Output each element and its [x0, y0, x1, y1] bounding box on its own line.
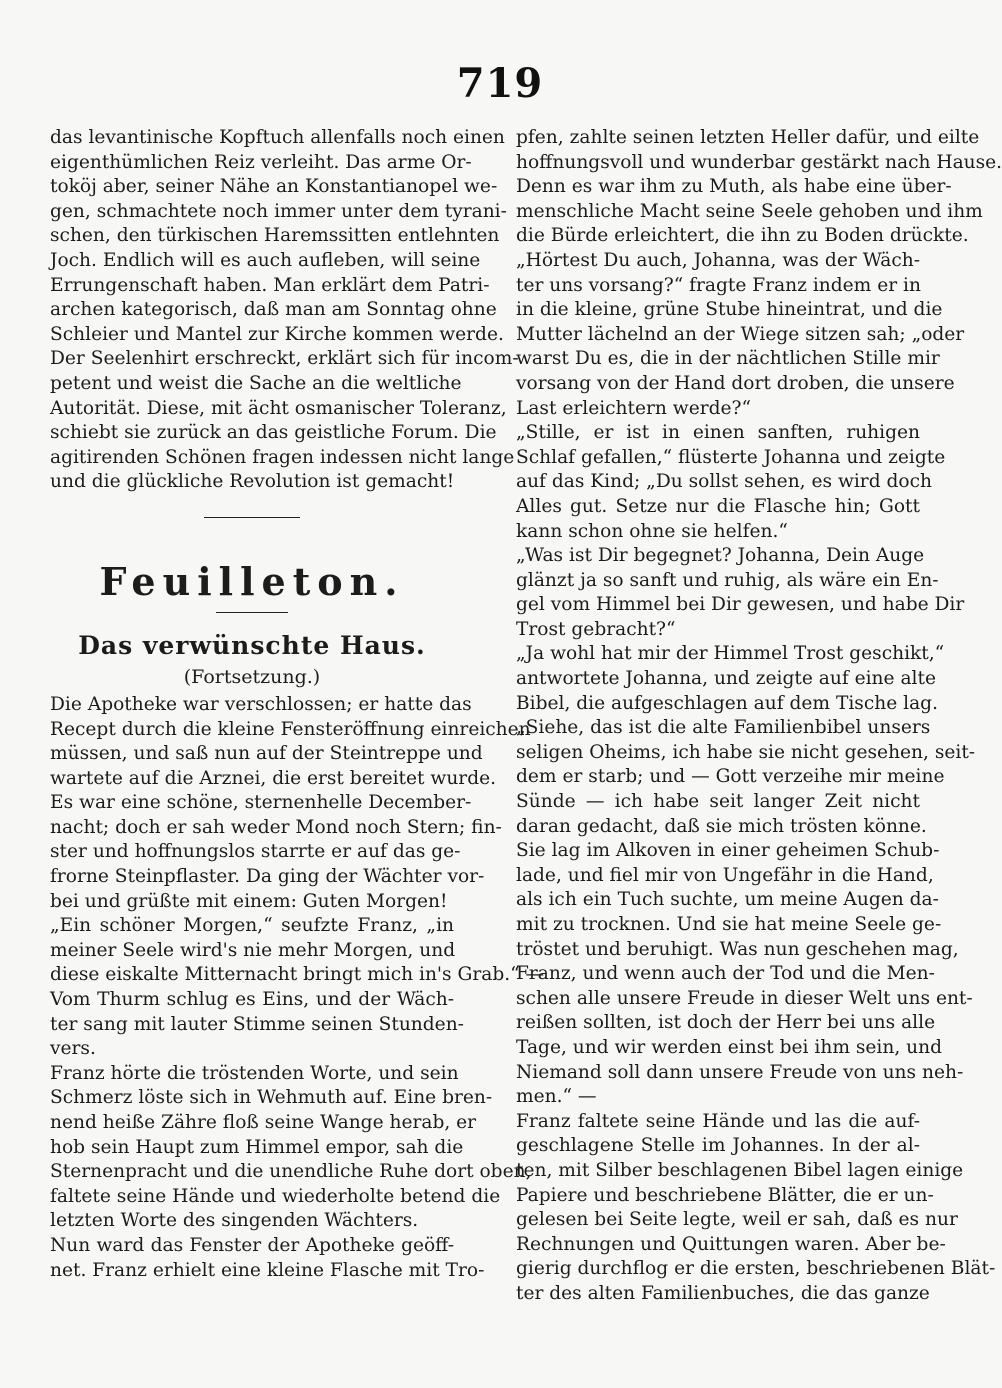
text-line: schen, den türkischen Haremssitten entlehnten	[50, 225, 500, 247]
text-line: Franz, und wenn auch der Tod und die Men-	[516, 963, 935, 985]
text-line: glänzt ja so sanft und ruhig, als wäre ein En-	[516, 569, 939, 591]
text-line: „Stille, er ist in einen sanften, ruhigen	[516, 422, 920, 444]
text-line: Rechnungen und Quittungen waren. Aber be-	[516, 1233, 946, 1255]
story-paragraph	[50, 693, 531, 914]
text-line: geschlagene Stelle im Johannes. In der al-	[516, 1135, 920, 1157]
text-line: daran gedacht, daß sie mich trösten könne.	[516, 815, 927, 837]
text-line: Die Apotheke war verschlossen; er hatte das	[50, 693, 472, 715]
text-line: kann schon ohne sie helfen.“	[516, 520, 788, 542]
text-line: „Ja wohl hat mir der Himmel Trost geschikt,“	[516, 643, 945, 665]
story-paragraph	[516, 126, 1002, 249]
text-line: Der Seelenhirt erschreckt, erklärt sich für incom-	[50, 348, 519, 370]
text-line: antwortete Johanna, und zeigte auf eine alte	[516, 668, 936, 690]
text-line: nend heiße Zähre floß seine Wange herab, er	[50, 1112, 477, 1133]
text-line: eigenthümlichen Reiz verleiht. Das arme Or-	[50, 151, 472, 173]
text-line: Sternenpracht und die unendliche Ruhe dort oben,	[50, 1161, 532, 1183]
text-line: Joch. Endlich will es auch aufleben, will seine	[50, 249, 481, 271]
text-line: das levantinische Kopftuch allenfalls noch einen	[50, 127, 505, 148]
text-line: hoffnungsvoll und wunderbar gestärkt nach Hause.	[516, 151, 1002, 173]
text-line: Sie lag im Alkoven in einer geheimen Schub-	[516, 840, 940, 862]
text-line: men.“ —	[516, 1086, 597, 1108]
text-line: Bibel, die aufgeschlagen auf dem Tische lag.	[516, 692, 938, 714]
text-line: Es war eine schöne, sternenhelle December-	[50, 792, 472, 814]
text-line: faltete seine Hände und wiederholte betend die	[50, 1185, 501, 1207]
text-line: und die glückliche Revolution ist gemacht!	[50, 471, 455, 493]
text-line: reißen sollten, ist doch der Herr bei uns alle	[516, 1012, 936, 1034]
text-line: hob sein Haupt zum Himmel empor, sah die	[50, 1136, 464, 1158]
text-line: seligen Oheims, ich habe sie nicht gesehen, seit-	[516, 741, 976, 763]
text-line: ten, mit Silber beschlagenen Bibel lagen einige	[516, 1159, 964, 1181]
text-line: gierig durchflog er die ersten, beschriebenen Blät-	[516, 1258, 996, 1280]
story-paragraph	[516, 544, 965, 642]
text-line: Nun ward das Fenster der Apotheke geöff-	[50, 1234, 454, 1256]
text-line: Franz faltete seine Hände und las die auf-	[516, 1110, 920, 1132]
text-line: pfen, zahlte seinen letzten Heller dafür, und eilte	[516, 127, 980, 148]
text-line: mit zu trocknen. Und sie hat meine Seele ge-	[516, 914, 942, 935]
story-paragraph	[50, 914, 545, 1062]
text-line: dem er starb; und — Gott verzeihe mir meine	[516, 766, 945, 788]
text-line: vorsang von der Hand dort droben, die unsere	[516, 372, 955, 394]
text-line: Mutter lächelnd an der Wiege sitzen sah; „oder	[516, 323, 965, 345]
continuation-note: (Fortsetzung.)	[183, 665, 321, 688]
intro-paragraph	[50, 126, 519, 495]
text-line: Recept durch die kleine Fensteröffnung einreichen	[50, 718, 531, 740]
text-line: Denn es war ihm zu Muth, als habe eine über-	[516, 176, 952, 198]
story-paragraph	[516, 1110, 996, 1307]
page-number: 719	[456, 60, 544, 107]
text-line: letzten Worte des singenden Wächters.	[50, 1210, 419, 1232]
text-line: auf das Kind; „Du sollst sehen, es wird doch	[516, 471, 932, 493]
text-line: in die kleine, grüne Stube hineintrat, und die	[516, 299, 943, 321]
heading-divider	[216, 612, 288, 613]
text-line: toköj aber, seiner Nähe an Konstantianopel we-	[50, 176, 498, 198]
text-line: Schlaf gefallen,“ flüsterte Johanna und zeigte	[516, 446, 946, 468]
story-paragraph	[516, 642, 976, 1109]
text-line: ter des alten Familienbuches, die das ganze	[516, 1282, 930, 1304]
text-line: die Bürde erleichtert, die ihn zu Boden drückte.	[516, 225, 969, 247]
text-line: „Hörtest Du auch, Johanna, was der Wäch-	[516, 249, 920, 271]
left-column	[50, 126, 545, 1283]
text-line: Alles gut. Setze nur die Flasche hin; Gott	[516, 495, 920, 517]
text-line: Trost gebracht?“	[516, 618, 676, 640]
text-line: als ich ein Tuch suchte, um meine Augen da-	[516, 889, 939, 911]
text-line: lade, und fiel mir von Ungefähr in die Hand,	[516, 864, 934, 886]
text-line: Schleier und Mantel zur Kirche kommen werde.	[50, 323, 504, 345]
text-line: gel vom Himmel bei Dir gewesen, und habe Dir	[516, 594, 965, 616]
text-line: Vom Thurm schlug es Eins, und der Wäch-	[50, 989, 454, 1011]
story-title: Das verwünschte Haus.	[78, 630, 426, 660]
text-line: ter sang mit lauter Stimme seinen Stunden-	[50, 1013, 464, 1035]
text-line: Errungenschaft haben. Man erklärt dem Patri-	[50, 274, 490, 296]
text-line: diese eiskalte Mitternacht bringt mich in's Grab.“ —	[50, 964, 545, 986]
text-line: archen kategorisch, daß man am Sonntag ohne	[50, 299, 497, 321]
text-line: „Was ist Dir begegnet? Johanna, Dein Auge	[516, 545, 925, 567]
text-line: Tage, und wir werden einst bei ihm sein, und	[516, 1036, 943, 1058]
text-line: müssen, und saß nun auf der Steintreppe und	[50, 743, 483, 765]
text-line: net. Franz erhielt eine kleine Flasche mit Tro-	[50, 1259, 485, 1281]
text-line: gen, schmachtete noch immer unter dem tyrani-	[50, 200, 507, 222]
section-heading: Feuilleton.	[99, 558, 405, 604]
text-line: frorne Steinpflaster. Da ging der Wächter vor-	[50, 866, 485, 888]
text-line: „Siehe, das ist die alte Familienbibel unsers	[516, 717, 931, 739]
text-line: ter uns vorsang?“ fragte Franz indem er in	[516, 274, 921, 296]
text-line: vers.	[50, 1038, 96, 1060]
text-line: menschliche Macht seine Seele gehoben und ihm	[516, 200, 983, 222]
text-line: bei und grüßte mit einem: Guten Morgen!	[50, 890, 448, 912]
text-line: wartete auf die Arznei, die erst bereitet wurde.	[50, 767, 497, 789]
text-line: petent und weist die Sache an die weltliche	[50, 372, 462, 394]
text-line: warst Du es, die in der nächtlichen Stille mir	[516, 348, 940, 370]
right-column	[516, 126, 1002, 1307]
story-paragraph	[50, 1062, 532, 1234]
text-line: schen alle unsere Freude in dieser Welt uns ent-	[516, 987, 973, 1009]
story-paragraph	[516, 421, 946, 544]
text-line: tröstet und beruhigt. Was nun geschehen mag,	[516, 938, 959, 960]
section-divider	[204, 517, 300, 518]
text-line: Papiere und beschriebene Blätter, die er un-	[516, 1184, 934, 1206]
text-line: Last erleichtern werde?“	[516, 397, 751, 419]
text-line: Franz hörte die tröstenden Worte, und sein	[50, 1062, 459, 1084]
story-paragraph	[516, 249, 965, 421]
text-line: ster und hoffnungslos starrte er auf das ge-	[50, 841, 461, 863]
text-line: schiebt sie zurück an das geistliche Forum. Die	[50, 422, 497, 444]
text-line: gelesen bei Seite legte, weil er sah, daß es nur	[516, 1209, 958, 1231]
text-line: Autorität. Diese, mit ächt osmanischer Toleranz,	[50, 397, 507, 419]
text-line: Schmerz löste sich in Wehmuth auf. Eine bren-	[50, 1087, 493, 1109]
text-line: meiner Seele wird's nie mehr Morgen, und	[50, 939, 456, 961]
story-paragraph	[50, 1234, 485, 1283]
text-line: Niemand soll dann unsere Freude von uns neh-	[516, 1061, 964, 1083]
text-line: „Ein schöner Morgen,“ seufzte Franz, „in	[50, 915, 454, 937]
text-line: nacht; doch er sah weder Mond noch Stern; fin-	[50, 816, 502, 838]
text-line: Sünde — ich habe seit langer Zeit nicht	[516, 791, 920, 813]
text-line: agitirenden Schönen fragen indessen nicht lange	[50, 446, 515, 468]
